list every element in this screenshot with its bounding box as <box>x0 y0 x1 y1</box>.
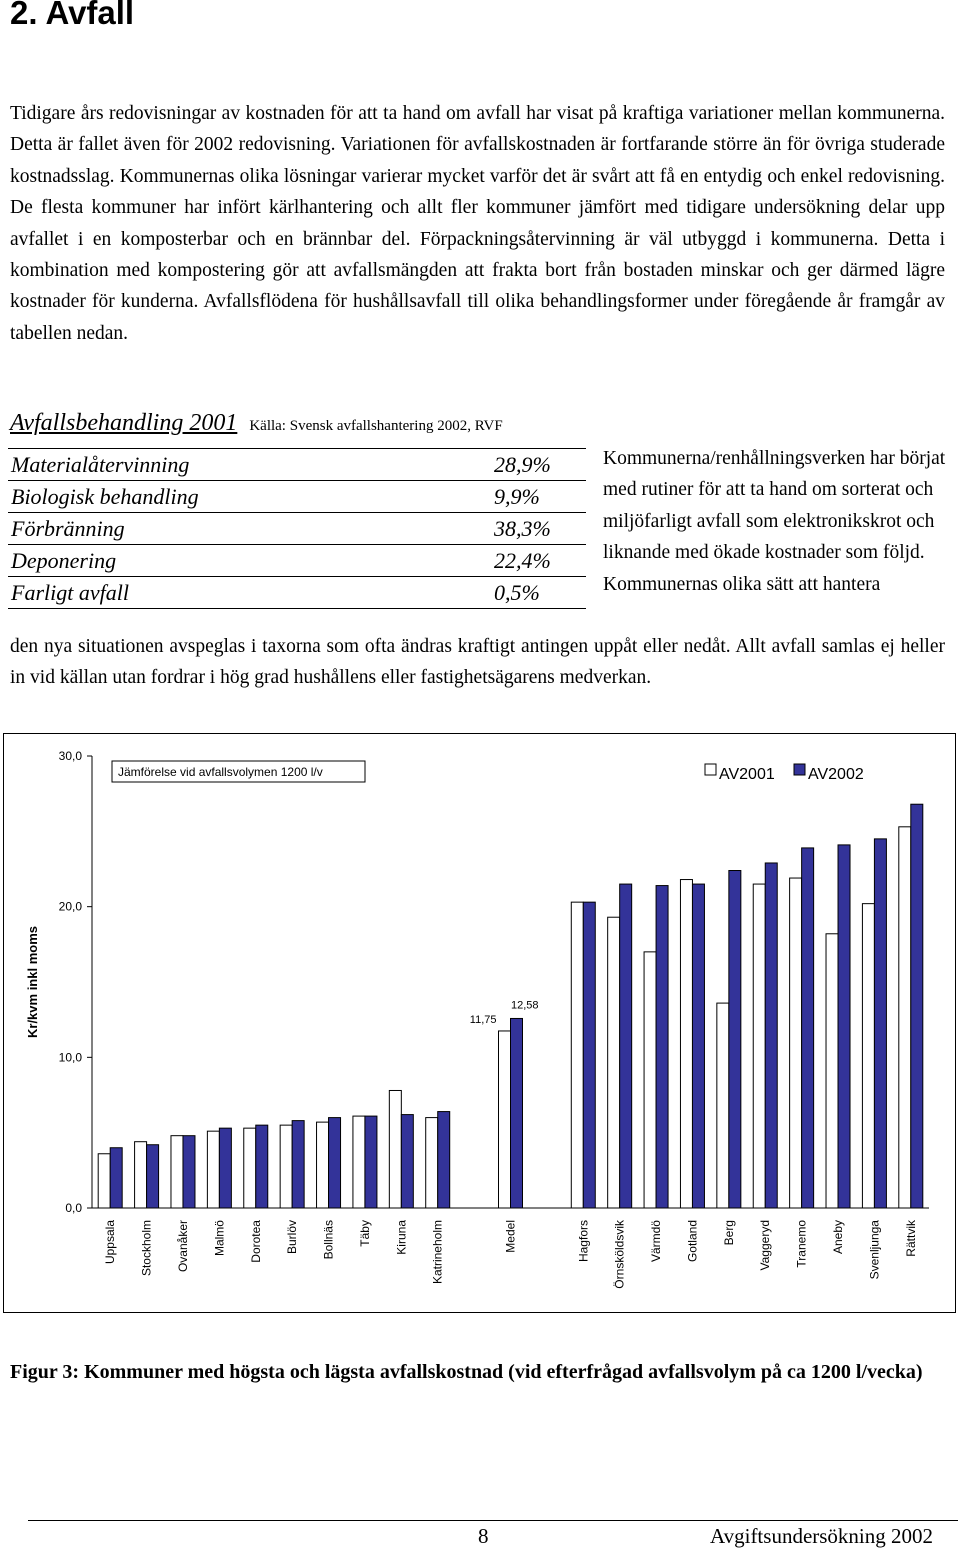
footer-text: Avgiftsundersökning 2002 <box>710 1524 934 1548</box>
side-paragraph: Kommunerna/renhållningsverken har börjat med rutiner för att ta hand om sorterat och miljöfarligt avfall som elektronikskrot och liknande med ökade kostnader som följd. Kommunernas olika sätt att hantera <box>603 448 946 595</box>
bar-av2002-aneby <box>838 845 850 1208</box>
x-tick-label: Stockholm <box>139 1220 154 1277</box>
bar-av2001-värmdö <box>644 952 656 1208</box>
footer-rule <box>28 1520 958 1521</box>
bar-av2002-katrineholm <box>438 1112 450 1208</box>
bar-av2002-svenljunga <box>874 839 886 1208</box>
bar-av2001-uppsala <box>98 1154 110 1208</box>
data-label: 12,58 <box>510 999 539 1012</box>
y-tick-label: 10,0 <box>58 1050 82 1065</box>
row-label: Deponering <box>8 545 494 577</box>
bar-av2001-örnsköldsvik <box>608 917 620 1208</box>
legend-swatch-av2001 <box>705 764 716 775</box>
row-label: Materialåtervinning <box>8 449 494 481</box>
bar-av2002-värmdö <box>656 886 668 1208</box>
bar-av2002-malmö <box>219 1128 231 1208</box>
row-value: 0,5% <box>494 577 586 609</box>
bar-av2001-kiruna <box>389 1090 401 1208</box>
bar-av2001-berg <box>717 1003 729 1208</box>
x-tick-label: Täby <box>357 1220 372 1247</box>
chart-title: Jämförelse vid avfallsvolymen 1200 l/v <box>118 765 323 779</box>
bar-av2001-medel <box>499 1031 511 1208</box>
continuation-paragraph: den nya situationen avspeglas i taxorna som ofta ändras kraftigt antingen uppåt eller nedåt. Allt avfall samlas ej heller in vid källan utan fordrar i hög grad hushållens eller fastighetsägarens medverkan. <box>10 636 945 689</box>
bar-av2001-bollnäs <box>317 1122 329 1208</box>
x-tick-label: Ovanåker <box>175 1220 190 1273</box>
bar-av2002-uppsala <box>110 1148 122 1208</box>
bar-av2002-berg <box>729 871 741 1208</box>
bar-av2001-svenljunga <box>862 904 874 1208</box>
y-tick-label: 0,0 <box>65 1201 82 1215</box>
x-tick-label: Bollnäs <box>321 1220 336 1260</box>
table-heading <box>10 410 503 437</box>
bar-av2001-stockholm <box>135 1142 147 1208</box>
cost-comparison-chart <box>4 734 955 1312</box>
row-value: 28,9% <box>494 449 586 481</box>
data-label: 11,75 <box>469 1013 497 1026</box>
bar-av2002-täby <box>365 1116 377 1208</box>
bar-av2001-aneby <box>826 934 838 1208</box>
x-tick-label: Gotland <box>685 1220 700 1263</box>
x-tick-label: Dorotea <box>248 1220 263 1263</box>
bar-av2001-hagfors <box>571 902 583 1208</box>
bar-av2001-malmö <box>207 1131 219 1208</box>
x-tick-label: Katrineholm <box>430 1220 445 1285</box>
table-row <box>8 449 586 481</box>
x-tick-label: Örnsköldsvik <box>612 1220 627 1289</box>
row-label: Biologisk behandling <box>8 481 494 513</box>
legend-swatch-av2002 <box>794 764 805 775</box>
y-tick-label: 30,0 <box>58 749 82 763</box>
bar-av2002-ovanåker <box>183 1136 195 1208</box>
figure-caption: Figur 3: Kommuner med högsta och lägsta avfallskostnad (vid efterfrågad avfallsvolym på ca 1200 l/vecka) <box>10 1361 923 1383</box>
bar-av2001-dorotea <box>244 1128 256 1208</box>
bar-av2001-katrineholm <box>426 1118 438 1208</box>
legend-label-av2002: AV2002 <box>808 766 864 783</box>
table-title: Avfallsbehandling 2001 <box>10 410 238 436</box>
bar-av2002-rättvik <box>911 804 923 1208</box>
table-source: Källa: Svensk avfallshantering 2002, RVF <box>249 418 503 434</box>
row-value: 9,9% <box>494 481 586 513</box>
x-tick-label: Uppsala <box>103 1220 118 1265</box>
bar-av2001-rättvik <box>899 827 911 1208</box>
x-tick-label: Burlöv <box>285 1220 300 1255</box>
page-number: 8 <box>478 1524 489 1548</box>
y-axis-title: Kr/kvm inkl moms <box>25 926 40 1038</box>
row-value: 22,4% <box>494 545 586 577</box>
table-row <box>8 577 586 609</box>
x-tick-label: Kiruna <box>394 1220 409 1255</box>
bar-av2002-vaggeryd <box>765 863 777 1208</box>
x-tick-label: Tranemo <box>794 1220 809 1268</box>
bar-av2001-vaggeryd <box>753 884 765 1208</box>
bar-av2002-burlöv <box>292 1121 304 1208</box>
bar-av2002-tranemo <box>802 848 814 1208</box>
table-row <box>8 545 586 577</box>
x-tick-label: Malmö <box>212 1220 227 1257</box>
legend-label-av2001: AV2001 <box>719 766 775 783</box>
intro-paragraph: Tidigare års redovisningar av kostnaden för att ta hand om avfall har visat på kraftiga variationer mellan kommunerna. Detta är fallet även för 2002 redovisning. Variationen för avfallskostnaden är fortfarande större än för övriga studerade kostnadsslag. Kommunernas olika lösningar varierar mycket varför det är svårt att få en entydig och enkel redovisning. De flesta kommuner har infört kärlhantering och allt fler kommuner jämfört med tidigare undersökning delar upp avfallet i en komposterbar och en brännbar del. Förpackningsåtervinning är väl utbyggd i kommunerna. Detta i kombination med kompostering gör att avfallsmängden att frakta bort från bostaden minskar och ger därmed lägre kostnader för kunderna. Avfallsflödena för hushållsavfall till olika behandlingsformer under föregående år framgår av tabellen nedan. <box>10 103 945 344</box>
bar-av2001-burlöv <box>280 1125 292 1208</box>
bar-av2002-gotland <box>692 884 704 1208</box>
chart-frame <box>3 733 956 1313</box>
x-tick-label: Värmdö <box>649 1220 664 1263</box>
bar-av2002-kiruna <box>401 1115 413 1208</box>
row-label: Förbränning <box>8 513 494 545</box>
bar-av2002-hagfors <box>583 902 595 1208</box>
x-tick-label: Aneby <box>831 1220 846 1255</box>
bar-av2002-örnsköldsvik <box>620 884 632 1208</box>
x-tick-label: Berg <box>721 1220 736 1246</box>
y-tick-label: 20,0 <box>58 899 82 914</box>
bar-av2002-medel <box>511 1018 523 1208</box>
bar-av2002-stockholm <box>147 1145 159 1208</box>
x-tick-label: Svenljunga <box>867 1220 882 1280</box>
bar-av2002-dorotea <box>256 1125 268 1208</box>
x-tick-label: Vaggeryd <box>758 1220 773 1271</box>
bar-av2001-gotland <box>680 880 692 1208</box>
bar-av2001-täby <box>353 1116 365 1208</box>
bar-av2001-tranemo <box>790 878 802 1208</box>
x-tick-label: Rättvik <box>903 1220 918 1257</box>
table-row <box>8 481 586 513</box>
row-value: 38,3% <box>494 513 586 545</box>
table-row <box>8 513 586 545</box>
waste-treatment-table <box>8 448 586 609</box>
x-tick-label: Medel <box>503 1220 518 1253</box>
bar-av2002-bollnäs <box>329 1118 341 1208</box>
page-heading: 2. Avfall <box>10 0 135 31</box>
x-tick-label: Hagfors <box>576 1220 591 1263</box>
row-label: Farligt avfall <box>8 577 494 609</box>
bar-av2001-ovanåker <box>171 1136 183 1208</box>
